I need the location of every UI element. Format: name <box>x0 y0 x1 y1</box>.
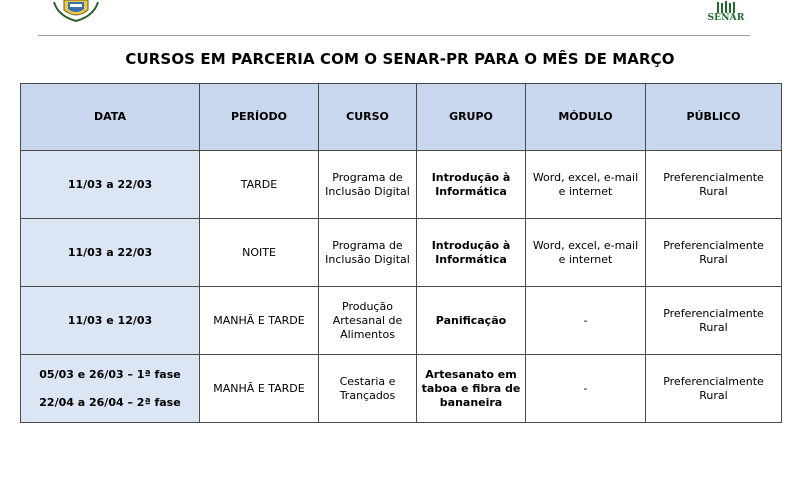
cell-data <box>21 355 200 423</box>
table-row <box>21 219 782 287</box>
cell-grupo: Panificação <box>417 287 526 355</box>
cell-curso: Cestaria e Trançados <box>319 355 417 423</box>
header-data: DATA <box>21 84 200 151</box>
cell-grupo: Introdução à Informática <box>417 219 526 287</box>
table-row <box>21 287 782 355</box>
cell-modulo: Word, excel, e-mail e internet <box>526 219 646 287</box>
cell-periodo: TARDE <box>200 151 319 219</box>
table-row <box>21 151 782 219</box>
header-curso: CURSO <box>319 84 417 151</box>
cell-grupo: Artesanato em taboa e fibra de bananeira <box>417 355 526 423</box>
senar-logo-text: SENAR <box>707 13 745 23</box>
cell-modulo: - <box>526 287 646 355</box>
phase-2-dates: 22/04 a 26/04 – 2ª fase <box>39 395 181 409</box>
cell-periodo: MANHÃ E TARDE <box>200 287 319 355</box>
phase-1-dates: 05/03 e 26/03 – 1ª fase <box>39 367 181 381</box>
cell-modulo: - <box>526 355 646 423</box>
cell-data: 11/03 a 22/03 <box>21 219 200 287</box>
cell-curso: Produção Artesanal de Alimentos <box>319 287 417 355</box>
cell-modulo: Word, excel, e-mail e internet <box>526 151 646 219</box>
header-periodo: PERÍODO <box>200 84 319 151</box>
cell-grupo: Introdução à Informática <box>417 151 526 219</box>
page-title: CURSOS EM PARCERIA COM O SENAR-PR PARA O MÊS DE MARÇO <box>125 50 675 68</box>
cell-publico: Preferencialmente Rural <box>646 151 782 219</box>
cell-curso: Programa de Inclusão Digital <box>319 219 417 287</box>
cell-curso: Programa de Inclusão Digital <box>319 151 417 219</box>
cell-publico: Preferencialmente Rural <box>646 219 782 287</box>
courses-table <box>20 83 782 423</box>
coat-of-arms-logo <box>52 0 100 22</box>
table-header-row <box>21 84 782 151</box>
header-publico: PÚBLICO <box>646 84 782 151</box>
senar-logo <box>702 0 750 26</box>
cell-data: 11/03 e 12/03 <box>21 287 200 355</box>
table-row <box>21 355 782 423</box>
cell-publico: Preferencialmente Rural <box>646 287 782 355</box>
cell-periodo: MANHÃ E TARDE <box>200 355 319 423</box>
cell-periodo: NOITE <box>200 219 319 287</box>
header-modulo: MÓDULO <box>526 84 646 151</box>
wheat-icon <box>715 0 737 14</box>
header-divider <box>38 35 750 36</box>
cell-data: 11/03 a 22/03 <box>21 151 200 219</box>
header-grupo: GRUPO <box>417 84 526 151</box>
cell-publico: Preferencialmente Rural <box>646 355 782 423</box>
